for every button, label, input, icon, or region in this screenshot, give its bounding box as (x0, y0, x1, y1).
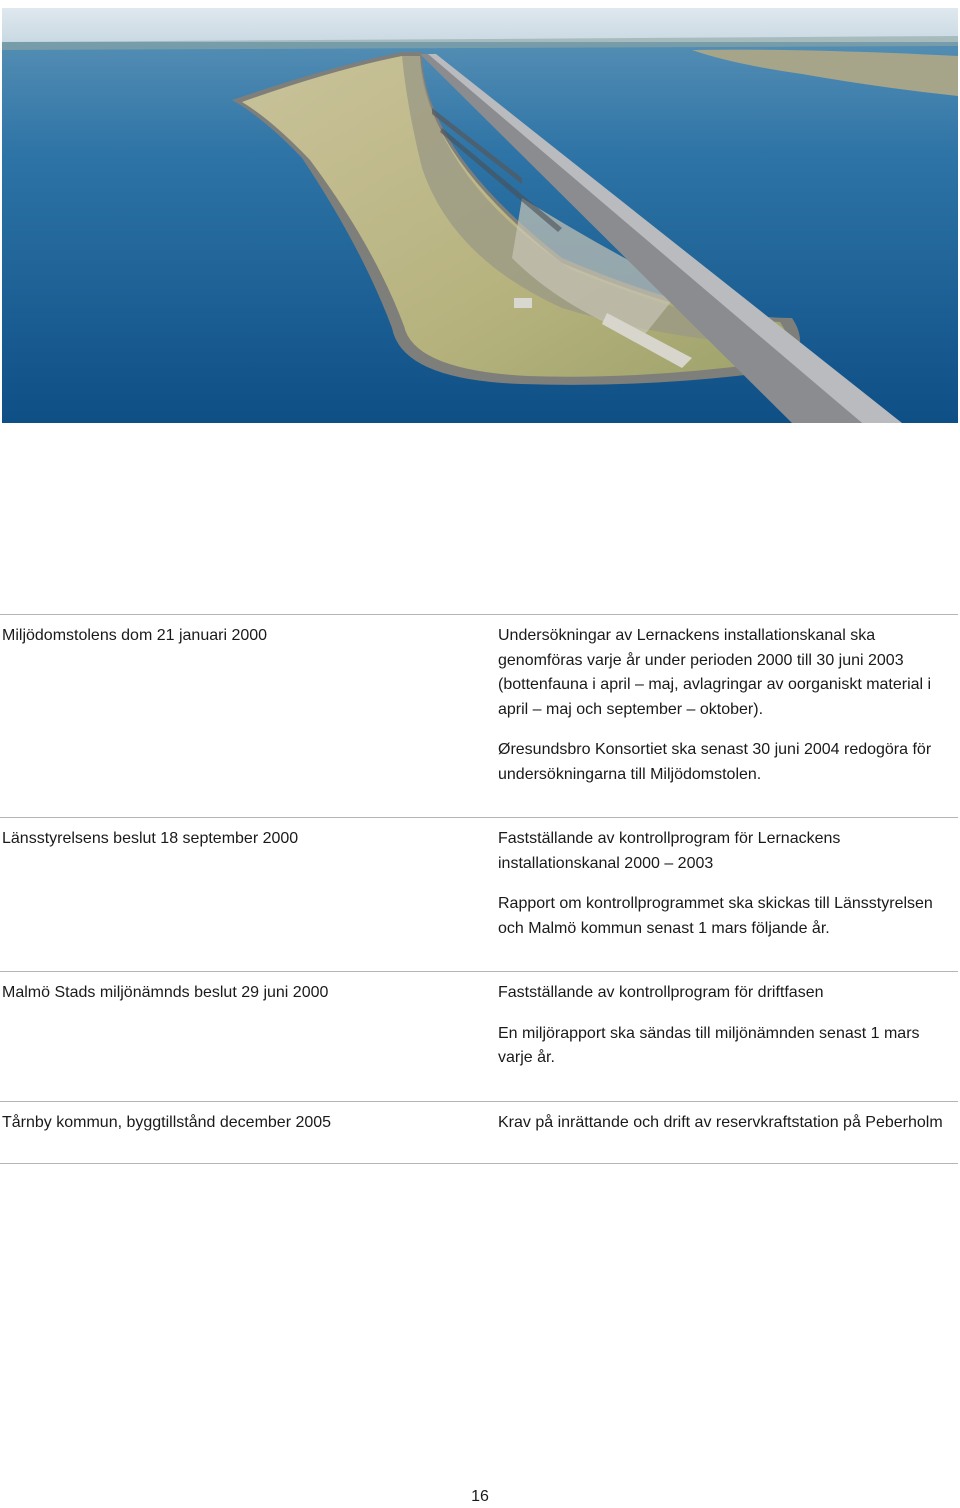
decision-label: Länsstyrelsens beslut 18 september 2000 (2, 830, 299, 847)
requirement-paragraph: Krav på inrättande och drift av reservkraftstation på Peberholm (498, 1114, 943, 1131)
requirement-paragraph: Undersökningar av Lernackens installationskanal ska genomföras varje år under perioden 2000 till 30 juni 2003 (bottenfauna i april – maj, avlagringar av oorganiskt material i april – maj och september – oktober). (498, 627, 932, 718)
table-row (0, 1101, 958, 1164)
page-number: 16 (471, 1488, 489, 1505)
decision-requirements (498, 827, 948, 941)
decision-label: Tårnby kommun, byggtillstånd december 2005 (2, 1114, 332, 1131)
decision-requirements (498, 1111, 948, 1136)
requirement-paragraph: En miljörapport ska sändas till miljönämnden senast 1 mars varje år. (498, 1024, 920, 1066)
permit-table (0, 614, 958, 1164)
aerial-photo-icon (2, 8, 958, 423)
requirement-paragraph: Rapport om kontrollprogrammet ska skickas till Länsstyrelsen och Malmö kommun senast 1 mars följande år. (498, 895, 933, 937)
decision-requirements (498, 981, 948, 1071)
requirement-paragraph: Øresundsbro Konsortiet ska senast 30 juni 2004 redogöra för undersökningarna till Miljödomstolen. (498, 741, 932, 783)
decision-requirements (498, 624, 948, 787)
aerial-photo (2, 8, 958, 423)
table-row (0, 817, 958, 971)
decision-label: Miljödomstolens dom 21 januari 2000 (2, 627, 268, 644)
table-row (0, 971, 958, 1101)
requirement-paragraph: Fastställande av kontrollprogram för driftfasen (498, 984, 824, 1001)
table-row (0, 614, 958, 817)
requirement-paragraph: Fastställande av kontrollprogram för Lernackens installationskanal 2000 – 2003 (498, 830, 841, 872)
decision-label: Malmö Stads miljönämnds beslut 29 juni 2000 (2, 984, 329, 1001)
